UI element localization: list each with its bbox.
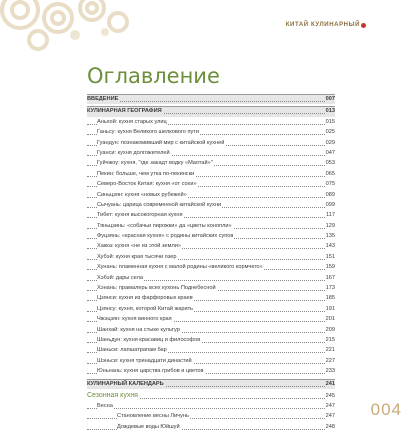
toc-entry[interactable] <box>87 179 335 189</box>
toc-entry-page: 185 <box>325 293 335 303</box>
toc-entry-page: 065 <box>325 169 335 179</box>
toc-entry[interactable] <box>87 148 335 158</box>
toc-entry-label: Хэбэй: дары села <box>97 273 144 283</box>
toc-entry-page: 007 <box>325 95 335 104</box>
toc-entry-label: Гуандун: познакомивший мир с китайской кухней <box>97 138 225 148</box>
toc-entry-page: 047 <box>325 148 335 158</box>
toc-entry[interactable] <box>87 158 335 168</box>
toc-entry-page: 233 <box>325 366 335 376</box>
toc-entry-page: 215 <box>325 335 335 345</box>
toc-entry-label: КУЛИНАРНЫЙ КАЛЕНДАРЬ <box>87 380 165 389</box>
toc-entry[interactable] <box>87 283 335 293</box>
toc-entry-page: 129 <box>325 221 335 231</box>
toc-entry-label: Хакка: кухня «не из этой земли» <box>97 241 182 251</box>
toc-section[interactable] <box>87 106 335 116</box>
toc-entry-label: Сычуань: царица современной китайской кухни <box>97 200 222 210</box>
toc-entry-label: Северо-Восток Китая: кухня «от сохи» <box>97 179 198 189</box>
toc-entry-page: 209 <box>325 325 335 335</box>
toc-entry-page: 025 <box>325 127 335 137</box>
toc-entry[interactable] <box>87 231 335 241</box>
toc-entry-page: 159 <box>325 262 335 272</box>
toc-entry-label: Чжэцзян: кухня винного края <box>97 314 173 324</box>
toc-entry[interactable] <box>87 325 335 335</box>
toc-entry[interactable] <box>87 401 335 411</box>
toc-entry-label: Дождевые воды Юйшуй <box>117 422 181 432</box>
toc-entry-label: Цзянси: кухня из фарфоровых краев <box>97 293 194 303</box>
toc-entry-page: 015 <box>325 117 335 127</box>
toc-entry-page: 013 <box>325 107 335 116</box>
toc-entry-page: 191 <box>325 304 335 314</box>
toc-entry-page: 135 <box>325 231 335 241</box>
toc-entry[interactable] <box>87 262 335 272</box>
running-header: КИТАЙ КУЛИНАРНЫЙ <box>285 22 360 28</box>
toc-entry-page: 201 <box>325 314 335 324</box>
toc-entry-page: 151 <box>325 252 335 262</box>
toc-section[interactable] <box>87 379 335 389</box>
toc-entry-page: 173 <box>325 283 335 293</box>
toc-entry[interactable] <box>87 252 335 262</box>
toc-entry-label: Пекин: больше, чем утка по-пекински <box>97 169 195 179</box>
toc-entry[interactable] <box>87 190 335 200</box>
toc-entry-label: Хунань: пламенная кухня с малой родины «великого кормчего» <box>97 262 264 272</box>
toc-entry-page: 241 <box>325 380 335 389</box>
toc-entry[interactable] <box>87 169 335 179</box>
toc-entry[interactable] <box>87 241 335 251</box>
toc-entry-page: 117 <box>325 210 335 220</box>
ornament-decoration <box>0 0 150 60</box>
toc-entry-label: Тяньцзинь: «собачьи пирожки» да «цветы конопли» <box>97 221 233 231</box>
toc-entry-label: Шаньдун: кухня красавиц и философов <box>97 335 201 345</box>
toc-entry-label: Фуцзянь: «красная кухня» с родины китайских супов <box>97 231 234 241</box>
toc-entry[interactable] <box>87 200 335 210</box>
toc-entry[interactable] <box>87 210 335 220</box>
toc-entry[interactable] <box>87 127 335 137</box>
toc-entry[interactable] <box>87 293 335 303</box>
toc-entry[interactable] <box>87 304 335 314</box>
toc-entry[interactable] <box>87 221 335 231</box>
toc-entry[interactable] <box>87 314 335 324</box>
toc-entry-label: Аньхой: кухня старых улиц <box>97 117 168 127</box>
toc-entry-label: Тибет: кухня высокогорная кухня <box>97 210 184 220</box>
toc-subsection[interactable] <box>87 391 335 401</box>
toc-entry-page: 075 <box>325 179 335 189</box>
toc-entry-page: 245 <box>325 392 335 399</box>
toc-entry-label: Шэньси: кухня тринадцати династий <box>97 356 193 366</box>
toc-entry-page: 099 <box>325 200 335 210</box>
toc-entry[interactable] <box>87 138 335 148</box>
toc-entry-label: КУЛИНАРНАЯ ГЕОГРАФИЯ <box>87 107 163 116</box>
toc-entry-page: 248 <box>325 422 335 432</box>
toc-entry-page: 247 <box>325 401 335 411</box>
header-bullet-icon <box>361 23 366 28</box>
page-title: Оглавление <box>87 64 220 88</box>
table-of-contents <box>87 92 335 432</box>
toc-entry-label: Шанхай: кухня на стыке культур <box>97 325 181 335</box>
toc-entry-page: 221 <box>325 345 335 355</box>
toc-entry[interactable] <box>87 345 335 355</box>
toc-entry-label: Юньнань: кухня царства грибов и цветов <box>97 366 205 376</box>
toc-entry[interactable] <box>87 356 335 366</box>
toc-entry[interactable] <box>87 411 335 421</box>
toc-entry[interactable] <box>87 335 335 345</box>
toc-entry[interactable] <box>87 422 335 432</box>
toc-entry-label: Весна <box>97 401 114 411</box>
toc-entry-label: Ганьсу: кухня Великого шелкового пути <box>97 127 200 137</box>
toc-entry-label: Сезонная кухня <box>87 391 138 399</box>
toc-entry-label: Хэнань: прамалерь всех кухонь Поднебесной <box>97 283 217 293</box>
toc-entry-page: 089 <box>325 190 335 200</box>
toc-entry-label: Гуанси: кухня долгожителей <box>97 148 171 158</box>
toc-entry[interactable] <box>87 117 335 127</box>
toc-entry[interactable] <box>87 366 335 376</box>
toc-entry-label: Цзянсу: кухня, которой Китай жарить <box>97 304 194 314</box>
leader-dots <box>87 408 335 409</box>
toc-entry-label: Гуйчжоу: кухня, "где закадт водку «Маотай»" <box>97 158 214 168</box>
toc-entry-page: 227 <box>325 356 335 366</box>
toc-entry-page: 167 <box>325 273 335 283</box>
toc-entry-page: 143 <box>325 241 335 251</box>
toc-entry-label: Шаньси: лапшатрапам бар <box>97 345 168 355</box>
toc-entry-page: 053 <box>325 158 335 168</box>
toc-entry-label: ВВЕДЕНИЕ <box>87 95 119 104</box>
page-number: 004 <box>370 400 402 419</box>
toc-entry-page: 247 <box>325 411 335 421</box>
leader-dots <box>87 101 335 102</box>
toc-entry[interactable] <box>87 273 335 283</box>
toc-section[interactable] <box>87 94 335 104</box>
toc-entry-page: 029 <box>325 138 335 148</box>
toc-entry-label: Синьцзян: кухня «новых рубежей» <box>97 190 188 200</box>
toc-entry-label: Становление весны Личунь <box>117 411 190 421</box>
toc-entry-label: Хубэй: кухня края тысячи озер <box>97 252 178 262</box>
